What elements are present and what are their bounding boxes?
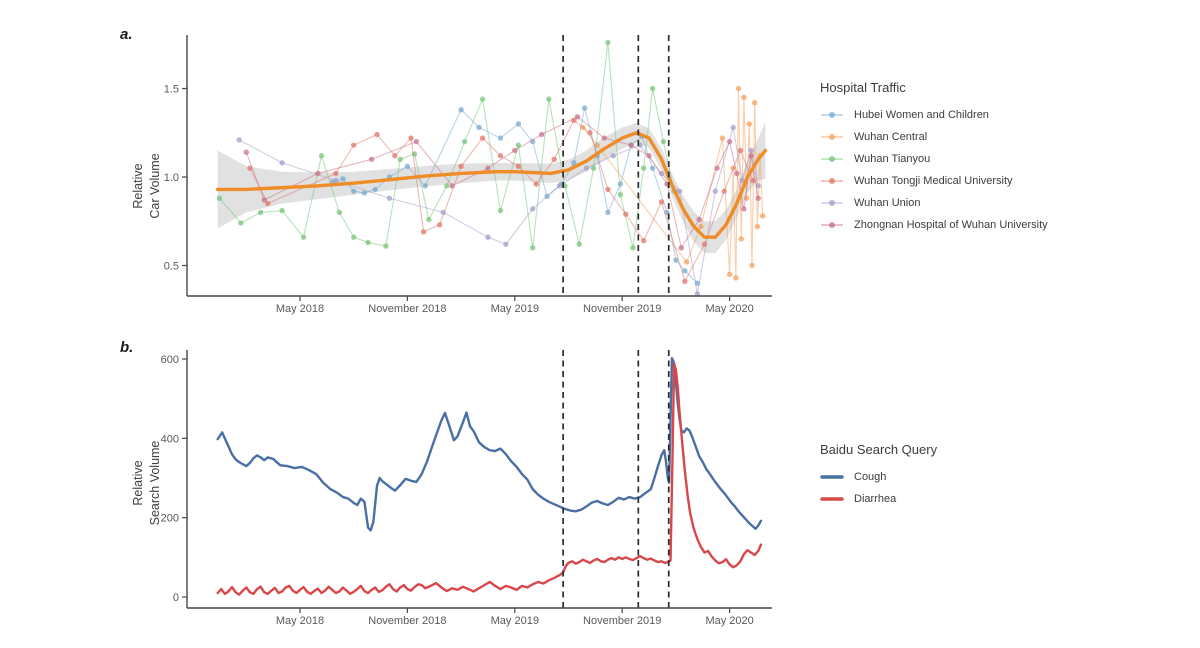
data-point bbox=[408, 135, 413, 140]
data-point bbox=[458, 107, 463, 112]
data-point bbox=[748, 153, 753, 158]
data-point bbox=[605, 40, 610, 45]
data-point bbox=[623, 211, 628, 216]
data-point bbox=[315, 171, 320, 176]
data-point bbox=[577, 242, 582, 247]
legend-item-label: Wuhan Union bbox=[854, 197, 921, 209]
data-point bbox=[217, 196, 222, 201]
data-point bbox=[534, 181, 539, 186]
point-line-key-icon bbox=[820, 131, 844, 143]
panel-b-label: b. bbox=[120, 339, 134, 356]
data-point bbox=[733, 275, 738, 280]
data-point bbox=[698, 224, 703, 229]
data-point bbox=[319, 153, 324, 158]
data-point bbox=[584, 165, 589, 170]
data-point bbox=[738, 148, 743, 153]
data-point bbox=[516, 164, 521, 169]
panel-b-y-axis-title bbox=[130, 423, 166, 543]
data-point bbox=[641, 238, 646, 243]
legend-item-zhongnan-hospital bbox=[820, 214, 1048, 236]
data-point bbox=[423, 183, 428, 188]
data-point bbox=[582, 105, 587, 110]
legend-item-label: Cough bbox=[854, 471, 887, 483]
baidu-search-query-legend bbox=[820, 442, 937, 510]
data-point bbox=[437, 222, 442, 227]
data-point bbox=[630, 245, 635, 250]
point-line-key-icon bbox=[820, 153, 844, 165]
data-point bbox=[279, 208, 284, 213]
data-point bbox=[752, 100, 757, 105]
data-point bbox=[736, 86, 741, 91]
x-tick-label: May 2020 bbox=[705, 615, 754, 627]
data-point bbox=[530, 245, 535, 250]
x-tick-label: November 2019 bbox=[583, 303, 662, 315]
point-line-key-icon bbox=[820, 175, 844, 187]
y-tick-label: 1.0 bbox=[163, 172, 179, 184]
x-tick-label: November 2018 bbox=[368, 615, 447, 627]
data-point bbox=[444, 183, 449, 188]
legend-item-wuhan-central bbox=[820, 126, 1048, 148]
data-point bbox=[498, 208, 503, 213]
data-point bbox=[405, 164, 410, 169]
legend-item-hubei-women-and-children bbox=[820, 104, 1048, 126]
data-point bbox=[755, 224, 760, 229]
data-point bbox=[605, 187, 610, 192]
data-point bbox=[618, 181, 623, 186]
panel-a-y-axis-title-line1: Relative bbox=[131, 163, 145, 209]
data-point bbox=[682, 268, 687, 273]
panel-b-y-axis-title-line1: Relative bbox=[131, 460, 145, 506]
data-point bbox=[449, 183, 454, 188]
data-point bbox=[480, 135, 485, 140]
legend-item-diarrhea bbox=[820, 488, 937, 510]
data-point bbox=[503, 242, 508, 247]
data-point bbox=[722, 188, 727, 193]
data-point bbox=[602, 135, 607, 140]
data-point bbox=[398, 157, 403, 162]
data-point bbox=[476, 125, 481, 130]
legend-item-label: Wuhan Tongji Medical University bbox=[854, 175, 1013, 187]
data-point bbox=[262, 197, 267, 202]
point-line-key-icon bbox=[820, 197, 844, 209]
data-point bbox=[546, 96, 551, 101]
data-point bbox=[392, 153, 397, 158]
x-tick-label: May 2020 bbox=[705, 303, 754, 315]
y-tick-label: 200 bbox=[160, 512, 179, 525]
data-point bbox=[646, 153, 651, 158]
data-point bbox=[426, 217, 431, 222]
x-tick-label: November 2019 bbox=[583, 615, 662, 627]
data-point bbox=[480, 96, 485, 101]
data-point bbox=[677, 188, 682, 193]
data-point bbox=[383, 243, 388, 248]
data-point bbox=[512, 148, 517, 153]
data-point bbox=[498, 153, 503, 158]
panel-b-y-axis-title-line2: Search Volume bbox=[147, 440, 162, 526]
data-point bbox=[730, 125, 735, 130]
legend-item-label: Hubei Women and Children bbox=[854, 109, 989, 121]
data-point bbox=[734, 171, 739, 176]
data-point bbox=[749, 263, 754, 268]
data-point bbox=[760, 213, 765, 218]
data-point bbox=[369, 157, 374, 162]
panel-a-y-axis-title bbox=[130, 126, 166, 246]
data-point bbox=[301, 234, 306, 239]
data-point bbox=[539, 132, 544, 137]
data-point bbox=[684, 259, 689, 264]
data-point bbox=[516, 121, 521, 126]
data-point bbox=[236, 137, 241, 142]
baidu-legend-title: Baidu Search Query bbox=[820, 442, 938, 457]
legend-item-label: Zhongnan Hospital of Wuhan University bbox=[854, 219, 1048, 231]
x-tick-label: November 2018 bbox=[368, 303, 447, 315]
data-point bbox=[696, 217, 701, 222]
data-point bbox=[650, 165, 655, 170]
point-line-key-icon bbox=[820, 219, 844, 231]
x-tick-label: May 2019 bbox=[490, 615, 539, 627]
data-point bbox=[661, 139, 666, 144]
data-point bbox=[333, 171, 338, 176]
panel-a-label: a. bbox=[120, 26, 133, 43]
panel-a-y-axis-title-line2: Car Volume bbox=[147, 153, 162, 219]
data-point bbox=[575, 114, 580, 119]
data-point bbox=[682, 279, 687, 284]
data-point bbox=[337, 210, 342, 215]
data-point bbox=[258, 210, 263, 215]
data-point bbox=[714, 165, 719, 170]
data-point bbox=[679, 245, 684, 250]
data-point bbox=[421, 229, 426, 234]
data-point bbox=[485, 234, 490, 239]
data-point bbox=[485, 165, 490, 170]
y-tick-label: 0.5 bbox=[163, 260, 179, 273]
legend-item-label: Wuhan Tianyou bbox=[854, 153, 931, 165]
data-point bbox=[530, 206, 535, 211]
hospital-legend-title: Hospital Traffic bbox=[820, 80, 906, 95]
data-point bbox=[238, 220, 243, 225]
y-tick-label: 400 bbox=[160, 433, 179, 446]
data-point bbox=[611, 153, 616, 158]
data-point bbox=[551, 157, 556, 162]
data-point bbox=[741, 95, 746, 100]
data-point bbox=[557, 183, 562, 188]
legend-item-label: Wuhan Central bbox=[854, 131, 928, 143]
data-point bbox=[727, 272, 732, 277]
line-key-icon bbox=[820, 493, 844, 505]
legend-item-label: Diarrhea bbox=[854, 493, 897, 505]
data-point bbox=[351, 142, 356, 147]
data-point bbox=[372, 187, 377, 192]
data-point bbox=[374, 132, 379, 137]
data-point bbox=[458, 164, 463, 169]
data-point bbox=[747, 121, 752, 126]
data-point bbox=[650, 86, 655, 91]
data-point bbox=[756, 196, 761, 201]
x-tick-label: May 2019 bbox=[490, 303, 539, 315]
diarrhea-line bbox=[218, 364, 761, 595]
data-point bbox=[279, 160, 284, 165]
x-tick-label: May 2018 bbox=[275, 303, 325, 315]
data-point bbox=[748, 148, 753, 153]
data-point bbox=[365, 240, 370, 245]
data-point bbox=[462, 139, 467, 144]
data-point bbox=[741, 206, 746, 211]
data-point bbox=[727, 139, 732, 144]
data-point bbox=[594, 142, 599, 147]
data-point bbox=[587, 130, 592, 135]
data-point bbox=[618, 192, 623, 197]
data-point bbox=[659, 199, 664, 204]
data-point bbox=[340, 176, 345, 181]
data-point bbox=[605, 210, 610, 215]
hospital-traffic-legend bbox=[820, 80, 1048, 236]
data-point bbox=[351, 234, 356, 239]
legend-item-wuhan-tianyou bbox=[820, 148, 1048, 170]
y-tick-label: 0 bbox=[172, 592, 179, 604]
data-point bbox=[441, 210, 446, 215]
legend-item-cough bbox=[820, 466, 937, 488]
data-point bbox=[720, 135, 725, 140]
data-point bbox=[713, 188, 718, 193]
data-point bbox=[351, 188, 356, 193]
data-point bbox=[641, 165, 646, 170]
data-point bbox=[739, 236, 744, 241]
data-point bbox=[628, 142, 633, 147]
x-tick-label: May 2018 bbox=[275, 615, 325, 627]
panel-b-axes bbox=[161, 350, 772, 627]
data-point bbox=[333, 178, 338, 183]
data-point bbox=[498, 135, 503, 140]
legend-item-wuhan-tongji-medical-university bbox=[820, 170, 1048, 192]
legend-item-wuhan-union bbox=[820, 192, 1048, 214]
point-line-key-icon bbox=[820, 109, 844, 121]
data-point bbox=[244, 150, 249, 155]
y-tick-label: 600 bbox=[160, 354, 179, 366]
data-point bbox=[387, 196, 392, 201]
cough-line bbox=[218, 358, 761, 530]
y-tick-label: 1.5 bbox=[163, 83, 179, 96]
data-point bbox=[414, 139, 419, 144]
line-key-icon bbox=[820, 471, 844, 483]
